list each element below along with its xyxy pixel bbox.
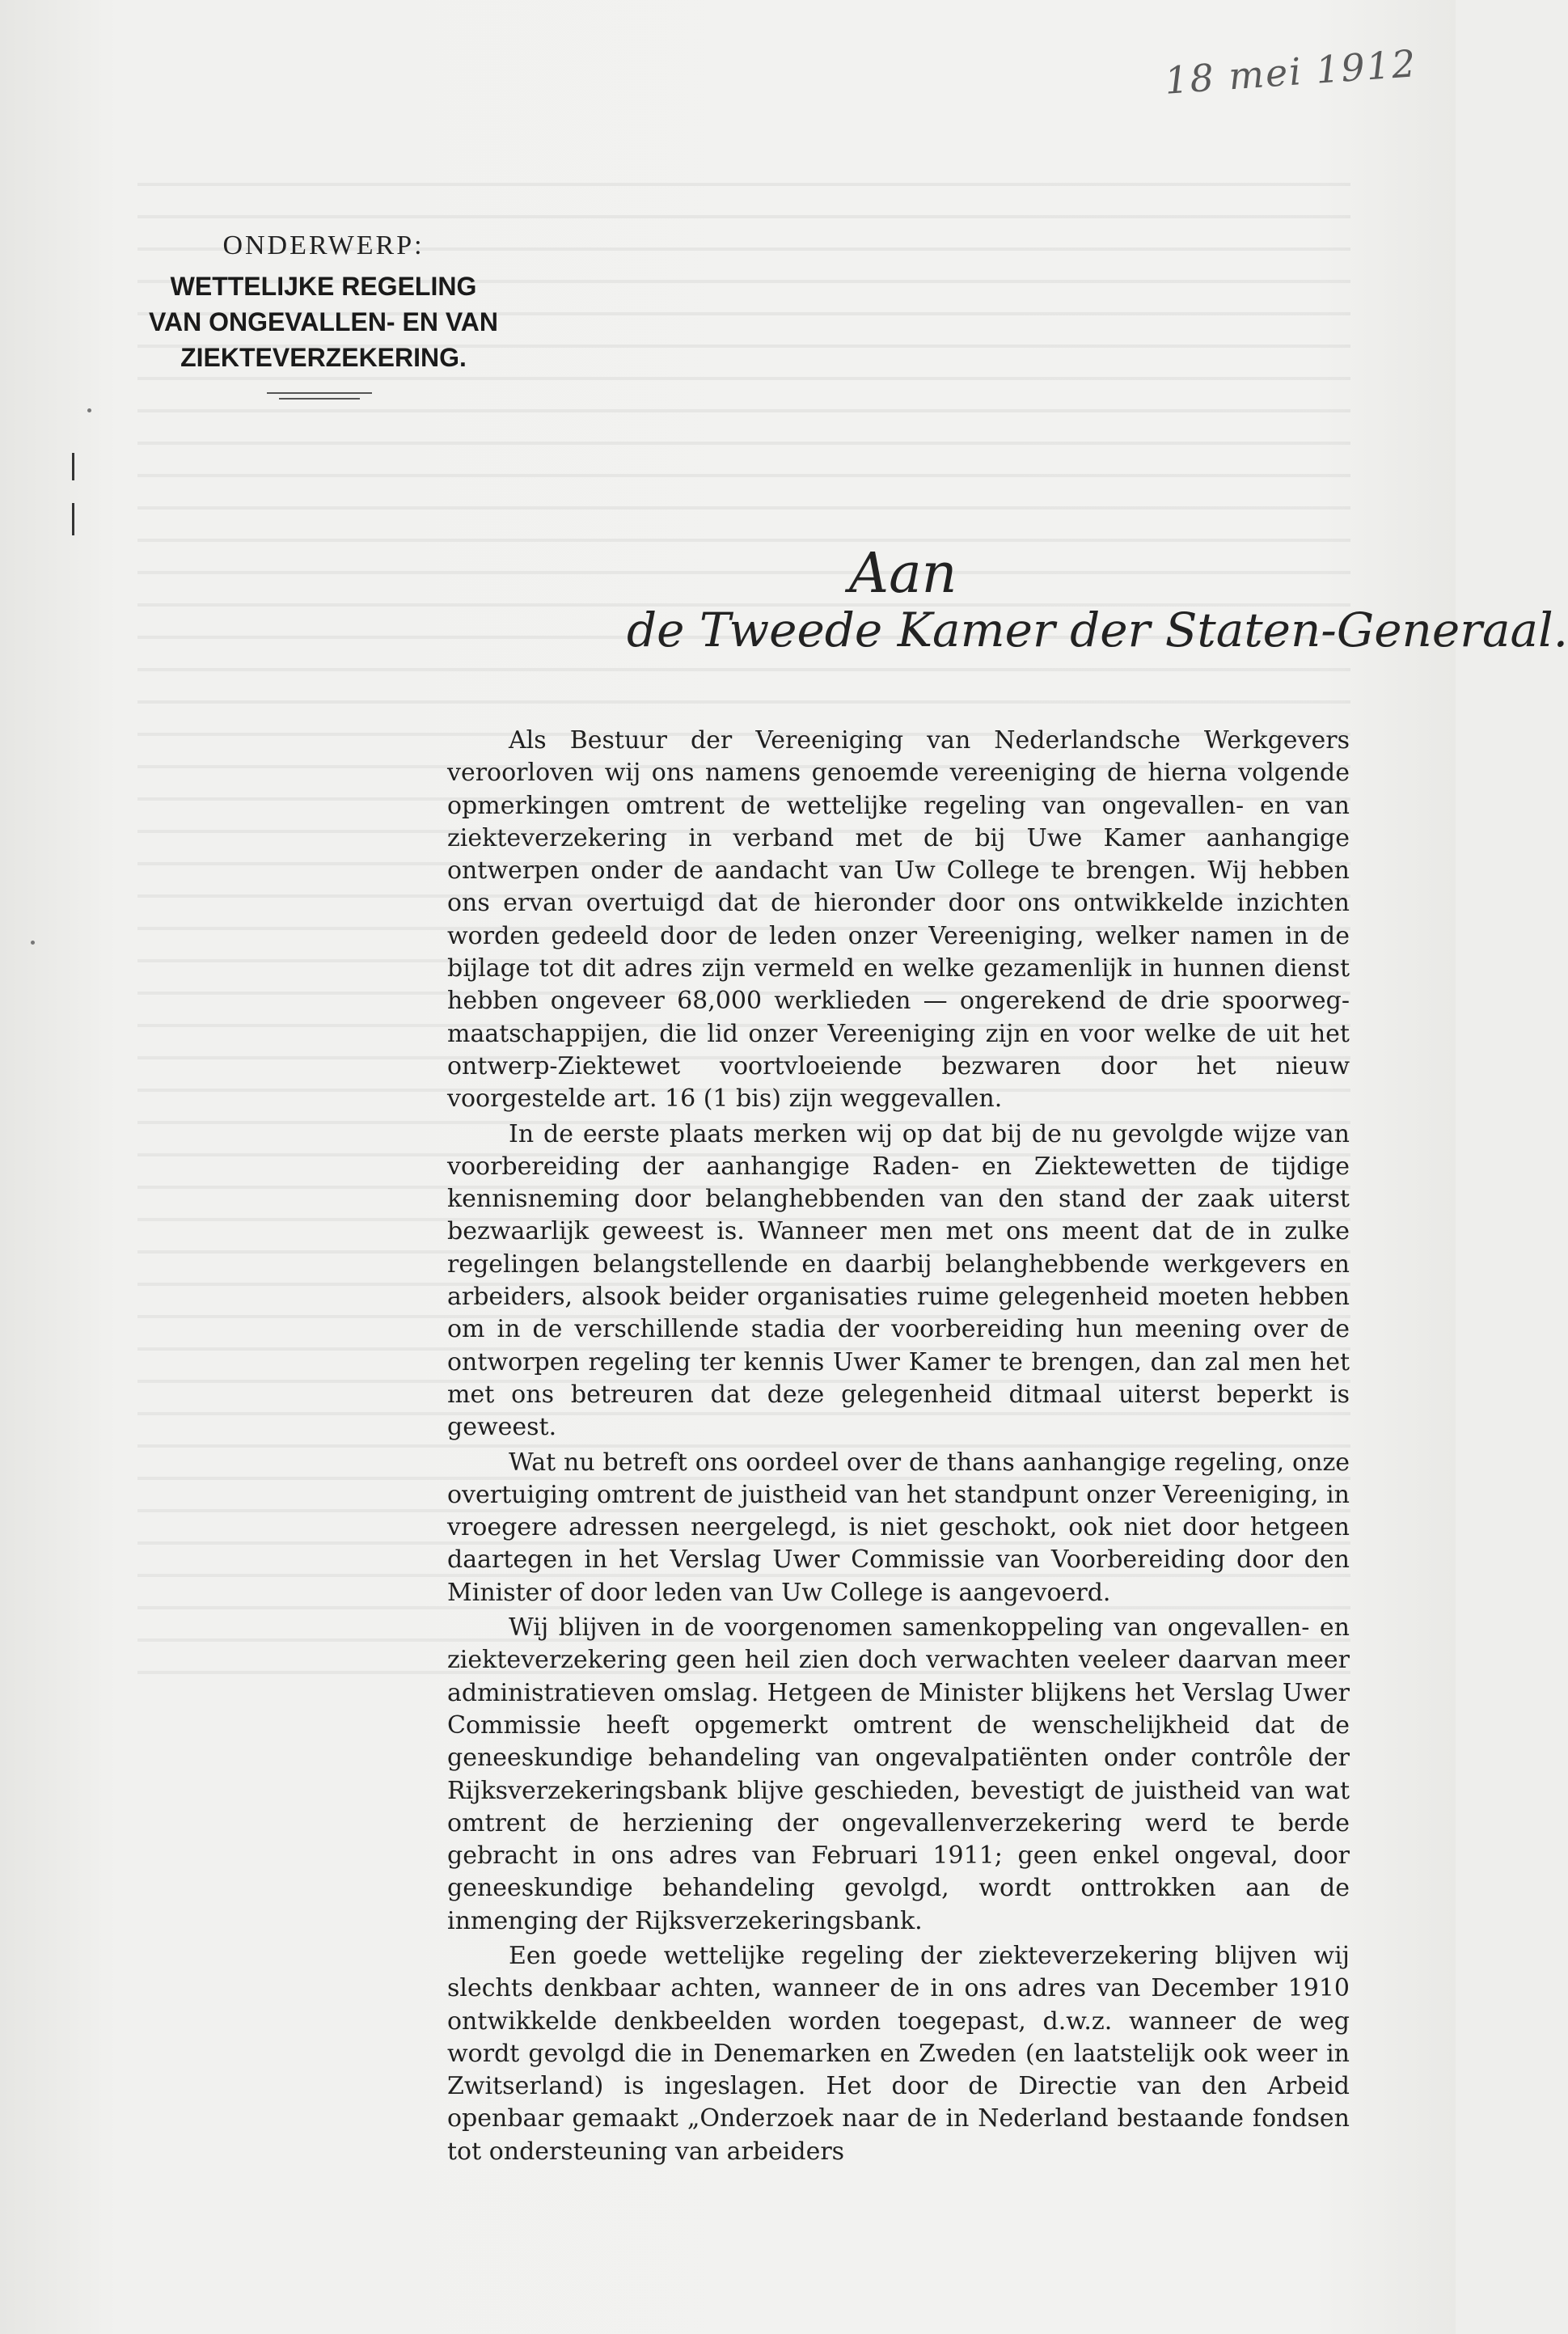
body-paragraph: Een goede wettelijke regeling der ziekteverzekering blijven wij slechts denkbaar achten, wanneer de in ons adres van December 1910 ontwikkelde denkbeelden worden toegepast, d.w.z. wanneer de weg wordt gevolgd die in Denemarken en Zweden (en laatstelijk ook weer in Zwitserland) is ingeslagen. Het door de Directie van den Arbeid openbaar gemaakt „Onderzoek naar de in Nederland bestaande fondsen tot ondersteuning van arbeiders <box>447 1941 1350 2166</box>
subject-rule <box>279 398 360 400</box>
margin-dot <box>87 408 91 412</box>
body-paragraph: Als Bestuur der Vereeniging van Nederlandsche Werkgevers veroorloven wij ons namens genoemde vereeniging de hierna volgende opmerkingen omtrent de wettelijke regeling van ongevallen- en van ziekteverzekering in verband met de bij Uwe Kamer aanhangige ontwerpen onder de aandacht van Uw College te brengen. Wij hebben ons ervan overtuigd dat de hieronder door ons ontwikkelde inzichten worden gedeeld door de leden onzer Vereeniging, welker namen in de bijlage tot dit adres zijn vermeld en welke gezamenlijk in hunnen dienst hebben ongeveer 68,000 werklieden — ongerekend de drie spoorweg-maatschappijen, die lid onzer Vereeniging zijn en voor welke de uit het ontwerp-Ziektewet voortvloeiende bezwaren door het nieuw voorgestelde art. 16 (1 bis) zijn weggevallen. <box>447 726 1350 1114</box>
handwritten-date-note: 18 mei 1912 <box>1163 41 1418 103</box>
subject-title-line: ZIEKTEVERZEKERING. <box>180 343 467 372</box>
subject-label: ONDERWERP: <box>222 230 425 260</box>
subject-title-line: VAN ONGEVALLEN- EN VAN <box>148 307 498 336</box>
letter-body <box>447 725 1350 2171</box>
margin-dot <box>31 941 35 945</box>
body-paragraph: Wat nu betreft ons oordeel over de thans aanhangige regeling, onze overtuiging omtrent de juistheid van het standpunt onzer Vereeniging, in vroegere adressen neergelegd, is niet geschokt, ook niet door hetgeen daartegen in het Verslag Uwer Commissie van Voorbereiding door den Minister of door leden van Uw College is aangevoerd. <box>447 1448 1350 1607</box>
subject-title <box>121 268 526 375</box>
margin-mark <box>72 453 74 480</box>
body-paragraph: In de eerste plaats merken wij op dat bij de nu gevolgde wijze van voorbereiding der aanhangige Raden- en Ziektewetten de tijdige kennisneming door belanghebbenden van den stand der zaak uiterst bezwaarlijk geweest is. Wanneer men met ons meent dat de in zulke regelingen belangstellende en daarbij belanghebbende werkgevers en arbeiders, alsook beider organisaties ruime gelegenheid moeten hebben om in de verschillende stadia der voorbereiding hun meening over de ontworpen regeling ter kennis Uwer Kamer te brengen, dan zal men het met ons betreuren dat deze gelegenheid ditmaal uiterst beperkt is geweest. <box>447 1119 1350 1442</box>
margin-mark <box>72 503 74 535</box>
subject-rule <box>267 392 372 394</box>
address-aan: Aan <box>849 542 957 606</box>
address-recipient: de Tweede Kamer der Staten-Generaal. <box>627 603 1568 657</box>
body-paragraph: Wij blijven in de voorgenomen samenkoppeling van ongevallen- en ziekteverzekering geen heil zien doch verwachten veeleer daarvan meer administratieven omslag. Hetgeen de Minister blijkens het Verslag Uwer Commissie heeft opgemerkt omtrent de wenschelijkheid dat de geneeskundige behandeling van ongevalpatiënten onder contrôle der Rijksverzekeringsbank blijve geschieden, bevestigt de juistheid van wat omtrent de herziening der ongevallenverzekering werd te berde gebracht in ons adres van Februari 1911; geen enkel ongeval, door geneeskundige behandeling gevolgd, wordt onttrokken aan de inmenging der Rijksverzekeringsbank. <box>447 1613 1350 1935</box>
subject-title-line: WETTELIJKE REGELING <box>170 272 477 301</box>
